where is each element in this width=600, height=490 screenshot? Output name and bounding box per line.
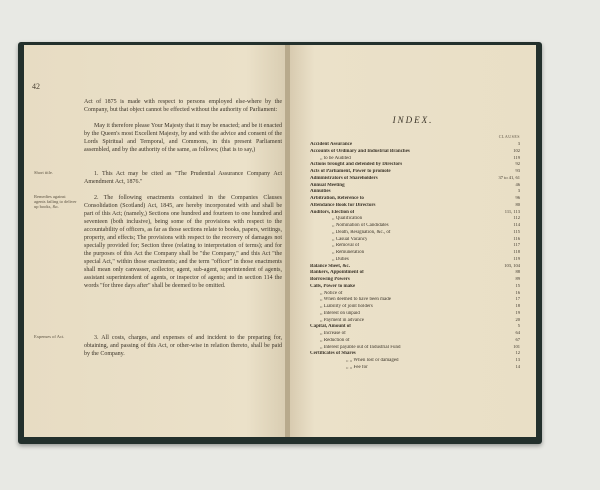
clauses-column-header: CLAUSES bbox=[498, 134, 520, 139]
index-entry-text: Capital, Amount of bbox=[310, 324, 351, 330]
index-entry-clause: 17 bbox=[515, 296, 520, 302]
index-entry-clause: 92 bbox=[515, 161, 520, 167]
index-entry bbox=[310, 337, 520, 344]
index-entry-clause: 3 bbox=[517, 141, 520, 146]
index-entry bbox=[310, 215, 520, 222]
index-entry bbox=[310, 188, 520, 195]
index-entry-text: Actions brought and defended by Directors bbox=[310, 162, 403, 168]
index-entry-clause: 102 bbox=[513, 147, 520, 153]
index-entry-clause: 114 bbox=[513, 222, 520, 227]
index-entry bbox=[310, 195, 520, 202]
index-entry bbox=[310, 290, 520, 297]
index-entry-clause: 103, 104 bbox=[504, 262, 520, 268]
index-entry bbox=[310, 276, 520, 283]
index-entry-clause: 111, 113 bbox=[504, 208, 520, 214]
index-list bbox=[310, 141, 520, 371]
index-entry-text: Annual Meeting bbox=[310, 182, 345, 188]
index-entry bbox=[310, 303, 520, 310]
index-entry bbox=[310, 344, 520, 351]
index-entry bbox=[310, 236, 520, 243]
index-entry-clause: 119 bbox=[513, 154, 520, 160]
index-entry bbox=[310, 168, 520, 175]
index-entry bbox=[310, 148, 520, 155]
index-entry-clause: 101 bbox=[513, 343, 520, 349]
index-entry bbox=[310, 317, 520, 324]
index-entry-clause: 37 to 41, 61 bbox=[498, 174, 520, 180]
index-entry-text: Bankers, Appointment of bbox=[310, 270, 364, 276]
page-number: 42 bbox=[32, 82, 40, 91]
index-entry-clause: 80 bbox=[515, 201, 520, 207]
index-entry-text: ,, Payment in advance bbox=[320, 317, 365, 323]
index-entry bbox=[310, 249, 520, 256]
index-entry-text: ,, to be Audited bbox=[320, 155, 351, 161]
index-entry-clause: 112 bbox=[513, 215, 520, 221]
section-1: 1. This Act may be cited as "The Prudential Assurance Company Act Amendment Act, 1876." bbox=[84, 171, 282, 185]
index-entry-text: ,, Duties bbox=[332, 256, 349, 262]
index-entry-clause: 115 bbox=[513, 228, 520, 234]
index-entry-text: Acts of Parliament, Power to promote bbox=[310, 169, 391, 174]
index-entry-text: ,, Remuneration bbox=[332, 250, 365, 255]
index-entry-clause: 20 bbox=[515, 316, 520, 322]
index-entry bbox=[310, 202, 520, 209]
index-entry-text: ,, Notice of bbox=[320, 290, 343, 296]
index-entry-text: ,, Death, Resignation, &c., of bbox=[332, 229, 391, 235]
index-entry bbox=[310, 283, 520, 290]
index-entry-clause: 64 bbox=[515, 330, 520, 335]
index-entry bbox=[310, 364, 520, 371]
paragraph-preamble: Act of 1875 is made with respect to persons employed else-where by the Company, but that object cannot be effected without the authority of Parliament: bbox=[84, 99, 282, 113]
index-entry-text: Administrators of Shareholders bbox=[310, 175, 378, 181]
index-entry-clause: 3 bbox=[517, 188, 520, 194]
index-entry bbox=[310, 141, 520, 148]
index-entry-clause: 93 bbox=[515, 168, 520, 173]
index-entry-text: Arbitration, Reference to bbox=[310, 196, 364, 201]
index-entry-text: ,, Nomination of Candidates bbox=[332, 223, 389, 228]
margin-note-short-title: Short title. bbox=[34, 170, 53, 175]
index-entry bbox=[310, 310, 520, 317]
right-page bbox=[290, 45, 536, 437]
margin-note-expenses: Expenses of Act. bbox=[34, 334, 65, 339]
index-entry-text: Annuities bbox=[310, 189, 331, 195]
index-entry-clause: 67 bbox=[515, 336, 520, 342]
left-page bbox=[24, 45, 286, 437]
index-entry-text: ,, Liability of joint holders bbox=[320, 304, 373, 309]
index-entry-text: Borrowing Powers bbox=[310, 277, 350, 282]
index-entry-text: ,, Increase of bbox=[320, 331, 346, 336]
index-entry bbox=[310, 269, 520, 276]
index-title: INDEX. bbox=[392, 115, 434, 125]
index-entry-text: ,, Interest on unpaid bbox=[320, 310, 360, 316]
index-entry-clause: 5 bbox=[517, 323, 520, 329]
index-entry-text: Calls, Power to make bbox=[310, 283, 356, 289]
index-entry-clause: 118 bbox=[513, 249, 520, 254]
index-entry bbox=[310, 175, 520, 182]
index-entry-clause: 46 bbox=[515, 181, 520, 187]
index-entry bbox=[310, 161, 520, 168]
index-entry-clause: 16 bbox=[515, 289, 520, 295]
section-3: 3. All costs, charges, and expenses of and incident to the preparing for, obtaining, and passing of this Act, or other-wise in relation thereto, shall be paid by the Company. bbox=[84, 335, 282, 357]
margin-note-remedies: Remedies against agents failing to deliver up books, &c. bbox=[34, 194, 77, 209]
index-entry-text: ,, Casual Vacancy bbox=[332, 236, 368, 242]
index-entry-clause: 117 bbox=[513, 242, 520, 248]
index-entry-clause: 89 bbox=[515, 276, 520, 281]
index-entry-clause: 119 bbox=[513, 255, 520, 261]
index-entry-text: ,, Reduction of bbox=[320, 337, 350, 343]
index-entry bbox=[310, 296, 520, 303]
index-entry bbox=[310, 256, 520, 263]
index-entry-text: Balance Sheet, &c. bbox=[310, 263, 350, 269]
index-entry-text: ,, Removal of bbox=[332, 243, 360, 249]
index-entry bbox=[310, 182, 520, 189]
index-entry bbox=[310, 155, 520, 162]
index-entry-text: ,, ,, Fee for bbox=[346, 364, 368, 370]
index-entry-clause: 14 bbox=[515, 363, 520, 369]
index-entry bbox=[310, 263, 520, 270]
index-entry-text: Attendance Book for Directors bbox=[310, 202, 376, 208]
index-entry bbox=[310, 350, 520, 357]
index-entry-text: ,, When deemed to have been made bbox=[320, 297, 391, 303]
index-entry-clause: 18 bbox=[515, 303, 520, 308]
index-entry-clause: 13 bbox=[515, 357, 520, 362]
index-entry-clause: 88 bbox=[515, 269, 520, 275]
index-entry-text: Accident Assurance bbox=[310, 142, 353, 147]
index-entry-clause: 15 bbox=[515, 282, 520, 288]
index-entry-text: ,, ,, When lost or damaged bbox=[346, 358, 399, 363]
index-entry-text: Certificates of Shares bbox=[310, 351, 356, 357]
index-entry-text: ,, Qualification bbox=[332, 216, 363, 222]
paragraph-enactment: May it therefore please Your Majesty that it may be enacted; and be it enacted by the Queen's most Excellent Majesty, by and with the advice and consent of the Lords Spiritual and Temporal, and Commons, in this present Parliament assembled, and by the authority of the same, as follows; (that is to say,) bbox=[84, 123, 282, 153]
index-entry bbox=[310, 357, 520, 364]
section-2: 2. The following enactments contained in the Companies Clauses Consolidation (Scotland) Act, 1845, are hereby incorporated with and shall be part of this Act; (namely,) Sections one hundred and fourteen to one hundred and seventeen (both inclusive), being some of the provisions with respect to the accountability of officers, as far as those sections relate to books, papers, writings, property, and effects; The provisions with respect to the recovery of damages not specially provided for; Section three (relating to interpretation of terms); and for the purposes of this Act the Company shall be "the Company," and this Act "the special Act," within those enactments; and the term "officer" in those enactments shall mean only canvasser, collector, agent, sub-agent, superintendent of agents, assistant superintendent of agents, or inspector of agents; and in section 114 the words "for three days after" shall be deemed to be omitted. bbox=[84, 195, 282, 289]
index-entry bbox=[310, 323, 520, 330]
index-entry bbox=[310, 229, 520, 236]
index-entry-clause: 96 bbox=[515, 195, 520, 200]
index-entry-text: Auditors, Election of bbox=[310, 209, 355, 215]
index-entry bbox=[310, 222, 520, 229]
index-entry-clause: 116 bbox=[513, 235, 520, 241]
index-entry-clause: 19 bbox=[515, 309, 520, 315]
index-entry bbox=[310, 209, 520, 216]
index-entry-clause: 12 bbox=[515, 350, 520, 356]
index-entry bbox=[310, 330, 520, 337]
index-entry-text: ,, Interest payable out of Industrial Fund bbox=[320, 344, 401, 350]
index-entry bbox=[310, 242, 520, 249]
index-entry-text: Accounts of Ordinary and Industrial Branches bbox=[310, 148, 410, 154]
